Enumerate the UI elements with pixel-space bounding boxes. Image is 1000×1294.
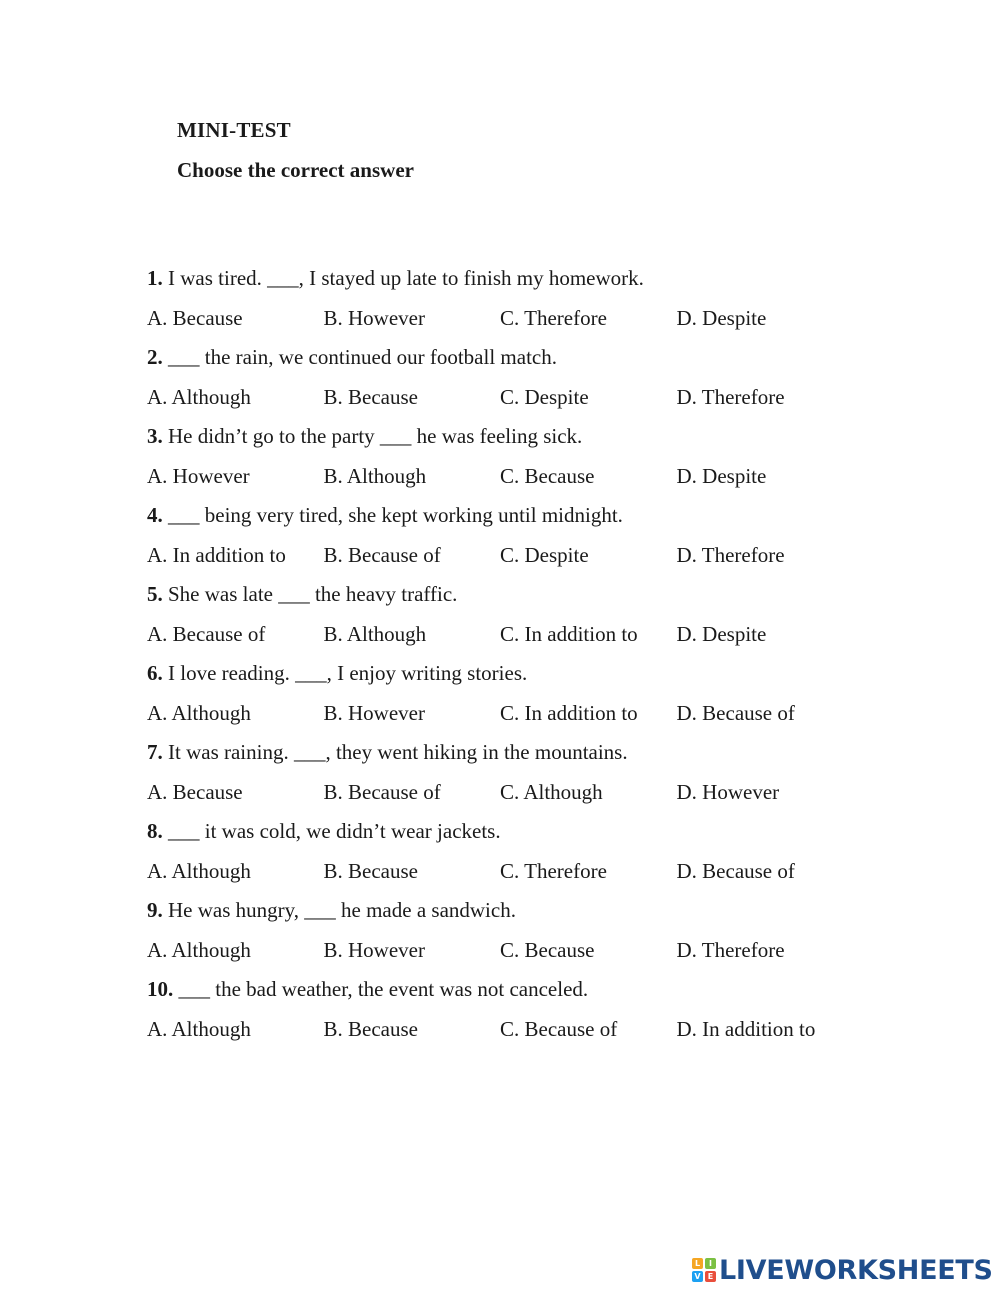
- logo-tile-4: E: [705, 1271, 716, 1282]
- question-stem: ___ the bad weather, the event was not canceled.: [173, 977, 589, 1001]
- answer-option[interactable]: A. Although: [147, 858, 251, 883]
- question-item: [147, 338, 867, 417]
- question-text-line: [147, 417, 867, 457]
- question-stem: ___ being very tired, she kept working until midnight.: [162, 503, 623, 527]
- answer-option[interactable]: C. Despite: [500, 384, 589, 409]
- answer-options: [147, 694, 867, 734]
- answer-options: [147, 378, 867, 418]
- question-number: 8.: [147, 819, 163, 843]
- question-number: 2.: [147, 345, 163, 369]
- answer-option[interactable]: B. Although: [323, 463, 427, 488]
- question-item: [147, 812, 867, 891]
- liveworksheets-logo: [692, 1254, 993, 1286]
- answer-option[interactable]: B. Although: [323, 621, 427, 646]
- question-text-line: [147, 891, 867, 931]
- answer-option[interactable]: B. However: [323, 937, 425, 962]
- answer-options: [147, 1010, 867, 1050]
- answer-option[interactable]: B. However: [323, 700, 425, 725]
- answer-option[interactable]: D. Despite: [676, 621, 767, 646]
- question-list: [147, 259, 867, 1049]
- question-item: [147, 891, 867, 970]
- answer-options: [147, 931, 867, 971]
- answer-option[interactable]: B. Because: [323, 384, 418, 409]
- question-text-line: [147, 733, 867, 773]
- answer-options: [147, 773, 867, 813]
- logo-tile-2: I: [705, 1258, 716, 1269]
- question-stem: I love reading. ___, I enjoy writing stories.: [162, 661, 528, 685]
- answer-option[interactable]: C. Because of: [500, 1016, 618, 1041]
- answer-option[interactable]: C. Because: [500, 463, 595, 488]
- answer-option[interactable]: D. Therefore: [676, 384, 785, 409]
- answer-option[interactable]: D. Because of: [676, 700, 795, 725]
- answer-options: [147, 615, 867, 655]
- answer-option[interactable]: C. Despite: [500, 542, 589, 567]
- answer-option[interactable]: D. Therefore: [676, 937, 785, 962]
- answer-option[interactable]: B. Because: [323, 1016, 418, 1041]
- answer-options: [147, 852, 867, 892]
- answer-option[interactable]: C. Therefore: [500, 305, 607, 330]
- question-item: [147, 970, 867, 1049]
- question-item: [147, 417, 867, 496]
- question-item: [147, 733, 867, 812]
- question-number: 3.: [147, 424, 163, 448]
- question-text-line: [147, 575, 867, 615]
- answer-option[interactable]: C. Although: [500, 779, 603, 804]
- page-title: MINI-TEST: [177, 118, 291, 142]
- answer-option[interactable]: A. Although: [147, 1016, 251, 1041]
- logo-tile-1: L: [692, 1258, 703, 1269]
- answer-option[interactable]: C. Therefore: [500, 858, 607, 883]
- question-text-line: [147, 259, 867, 299]
- question-number: 4.: [147, 503, 163, 527]
- answer-option[interactable]: D. Because of: [676, 858, 795, 883]
- answer-options: [147, 536, 867, 576]
- answer-option[interactable]: B. However: [323, 305, 425, 330]
- question-number: 5.: [147, 582, 163, 606]
- question-stem: He was hungry, ___ he made a sandwich.: [162, 898, 516, 922]
- answer-option[interactable]: A. Although: [147, 700, 251, 725]
- question-text-line: [147, 970, 867, 1010]
- answer-option[interactable]: A. Because: [147, 779, 243, 804]
- question-item: [147, 654, 867, 733]
- question-number: 6.: [147, 661, 163, 685]
- question-text-line: [147, 654, 867, 694]
- question-stem: It was raining. ___, they went hiking in the mountains.: [162, 740, 628, 764]
- answer-option[interactable]: D. Despite: [676, 463, 767, 488]
- answer-option[interactable]: C. In addition to: [500, 700, 638, 725]
- question-number: 9.: [147, 898, 163, 922]
- question-stem: ___ the rain, we continued our football match.: [162, 345, 557, 369]
- logo-tile-3: V: [692, 1271, 703, 1282]
- answer-option[interactable]: A. Although: [147, 384, 251, 409]
- question-number: 7.: [147, 740, 163, 764]
- liveworksheets-logo-text: LIVEWORKSHEETS: [719, 1254, 993, 1286]
- answer-option[interactable]: C. Because: [500, 937, 595, 962]
- instruction-text: Choose the correct answer: [177, 158, 414, 182]
- question-item: [147, 575, 867, 654]
- answer-options: [147, 299, 867, 339]
- answer-option[interactable]: B. Because of: [323, 542, 441, 567]
- answer-option[interactable]: A. In addition to: [147, 542, 286, 567]
- question-stem: ___ it was cold, we didn’t wear jackets.: [162, 819, 501, 843]
- answer-option[interactable]: D. Despite: [676, 305, 767, 330]
- answer-option[interactable]: C. In addition to: [500, 621, 638, 646]
- question-text-line: [147, 812, 867, 852]
- answer-options: [147, 457, 867, 497]
- question-stem: I was tired. ___, I stayed up late to finish my homework.: [162, 266, 644, 290]
- answer-option[interactable]: A. Because: [147, 305, 243, 330]
- answer-option[interactable]: A. Because of: [147, 621, 266, 646]
- question-item: [147, 259, 867, 338]
- answer-option[interactable]: D. However: [676, 779, 780, 804]
- answer-option[interactable]: B. Because of: [323, 779, 441, 804]
- answer-option[interactable]: D. In addition to: [676, 1016, 816, 1041]
- question-text-line: [147, 496, 867, 536]
- question-number: 10.: [147, 977, 174, 1001]
- question-stem: She was late ___ the heavy traffic.: [162, 582, 458, 606]
- question-text-line: [147, 338, 867, 378]
- answer-option[interactable]: A. Although: [147, 937, 251, 962]
- liveworksheets-logo-icon: [692, 1258, 716, 1282]
- question-stem: He didn’t go to the party ___ he was feeling sick.: [162, 424, 583, 448]
- question-item: [147, 496, 867, 575]
- answer-option[interactable]: D. Therefore: [676, 542, 785, 567]
- answer-option[interactable]: A. However: [147, 463, 250, 488]
- question-number: 1.: [147, 266, 163, 290]
- answer-option[interactable]: B. Because: [323, 858, 418, 883]
